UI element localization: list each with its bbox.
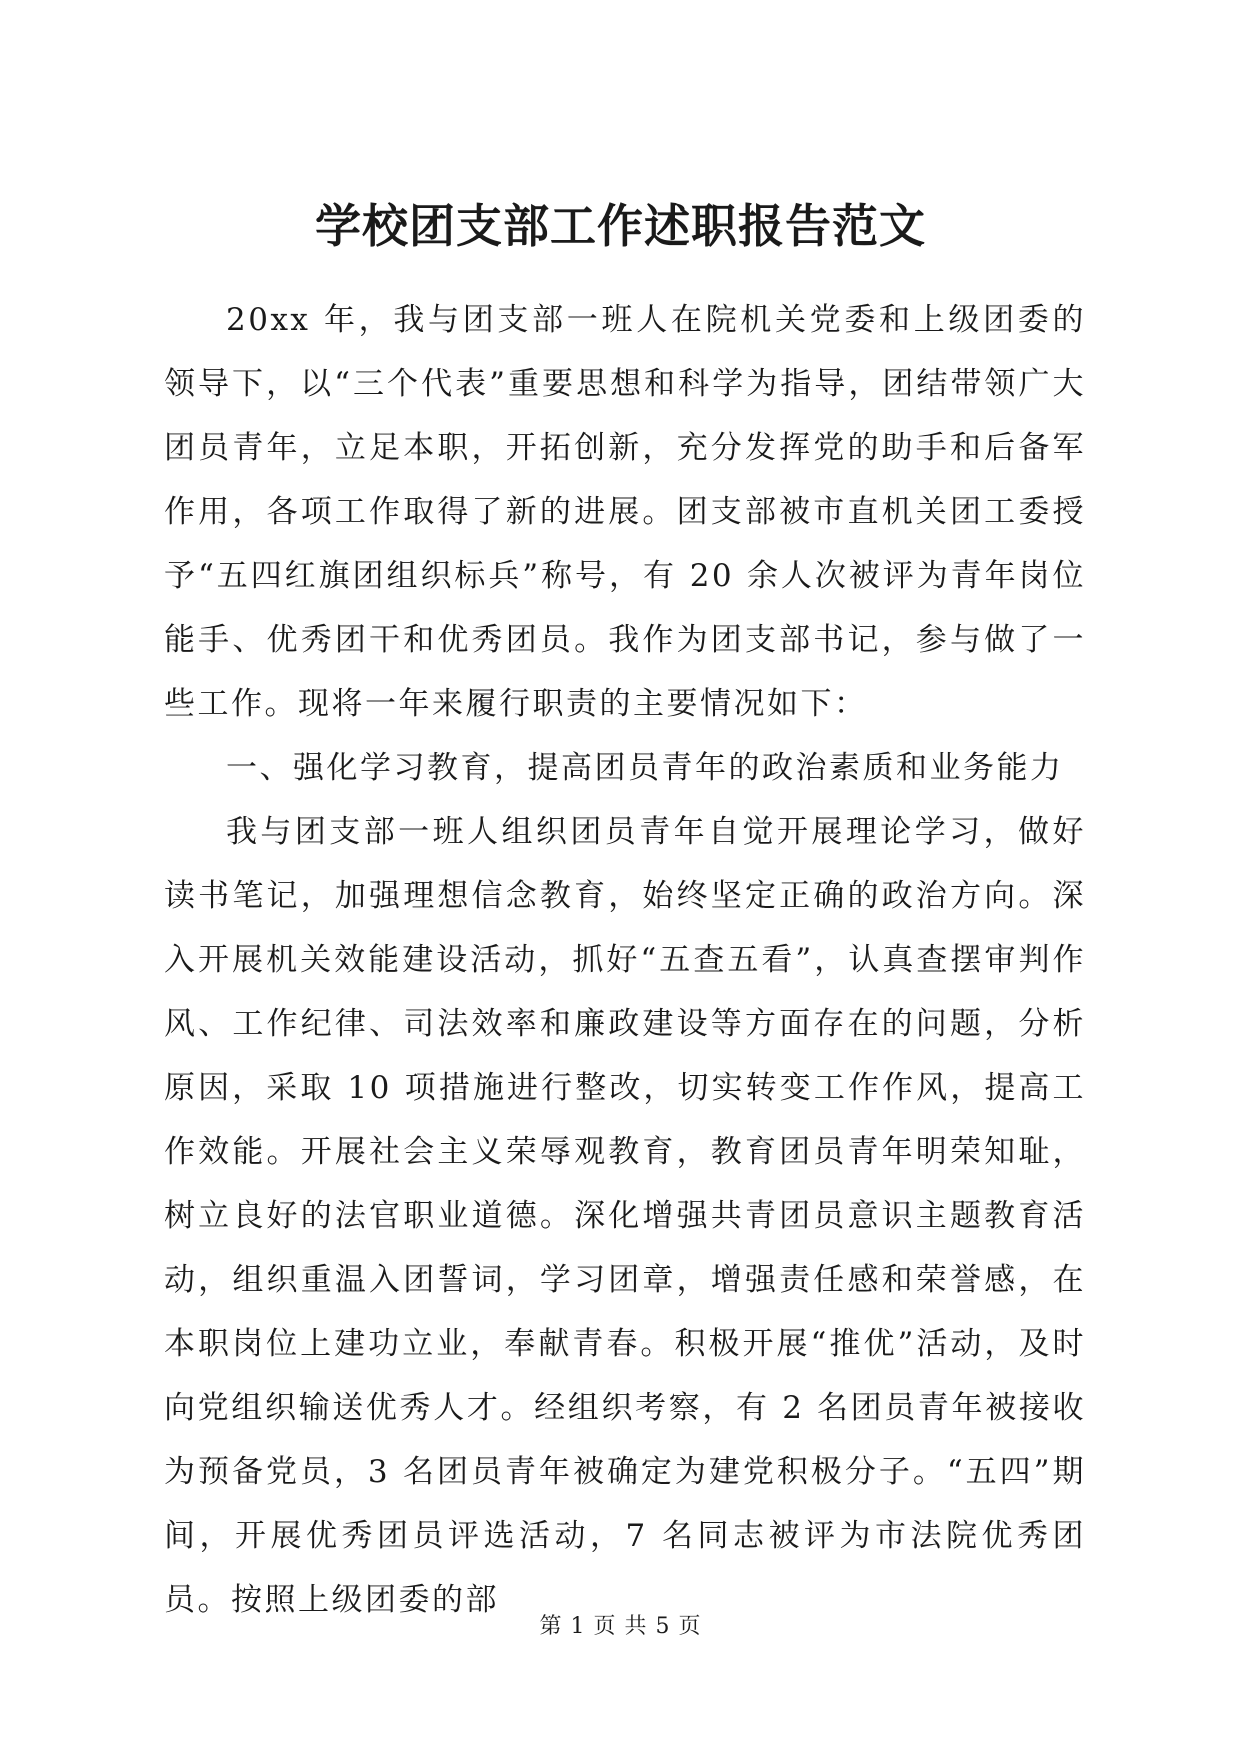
paragraph-intro: 20xx 年，我与团支部一班人在院机关党委和上级团委的领导下，以“三个代表”重要思想和科学为指导，团结带领广大团员青年，立足本职，开拓创新，充分发挥党的助手和后备军作用，各项工作取得了新的进展。团支部被市直机关团工委授予“五四红旗团组织标兵”称号，有 20 余人次被评为青年岗位能手、优秀团干和优秀团员。我作为团支部书记，参与做了一些工作。现将一年来履行职责的主要情况如下： bbox=[164, 302, 1086, 722]
document-body bbox=[164, 288, 1086, 1632]
section-heading-1: 一、强化学习教育，提高团员青年的政治素质和业务能力 bbox=[226, 750, 1064, 786]
document-title: 学校团支部工作述职报告范文 bbox=[315, 199, 926, 253]
page-footer: 第 1 页 共 5 页 bbox=[539, 1614, 702, 1639]
paragraph-section-1: 我与团支部一班人组织团员青年自觉开展理论学习，做好读书笔记，加强理想信念教育，始终坚定正确的政治方向。深入开展机关效能建设活动，抓好“五查五看”，认真查摆审判作风、工作纪律、司法效率和廉政建设等方面存在的问题，分析原因，采取 10 项措施进行整改，切实转变工作作风，提高工作效能。开展社会主义荣辱观教育，教育团员青年明荣知耻，树立良好的法官职业道德。深化增强共青团员意识主题教育活动，组织重温入团誓词，学习团章，增强责任感和荣誉感，在本职岗位上建功立业，奉献青春。积极开展“推优”活动，及时向党组织输送优秀人才。经组织考察，有 2 名团员青年被接收为预备党员，3 名团员青年被确定为建党积极分子。“五四”期间，开展优秀团员评选活动，7 名同志被评为市法院优秀团员。按照上级团委的部 bbox=[164, 814, 1086, 1618]
